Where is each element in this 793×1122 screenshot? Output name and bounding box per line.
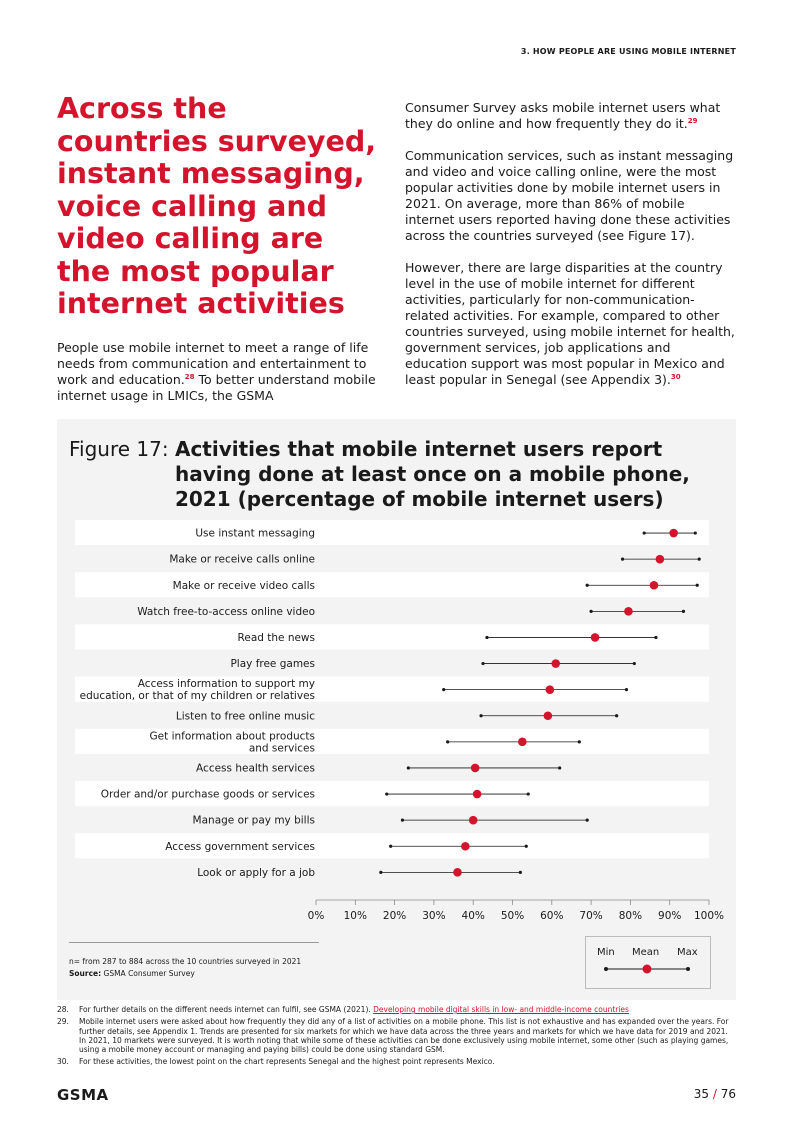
- max-point: [682, 610, 685, 613]
- page-number: [694, 1087, 736, 1101]
- endnote-link[interactable]: Developing mobile digital skills in low- and middle-income countries: [373, 1005, 629, 1014]
- legend-max-label: Max: [677, 947, 698, 958]
- endnotes: [57, 1005, 737, 1070]
- row-band: [75, 572, 709, 597]
- dot-range-chart: [57, 419, 736, 929]
- max-point: [633, 662, 636, 665]
- category-label: Manage or pay my bills: [192, 814, 315, 827]
- section-header: 3. HOW PEOPLE ARE USING MOBILE INTERNET: [520, 47, 736, 56]
- endnote-number: 29.: [57, 1017, 69, 1027]
- max-point: [519, 871, 522, 874]
- min-point: [442, 688, 445, 691]
- min-point: [621, 558, 624, 561]
- source-text: GSMA Consumer Survey: [101, 969, 195, 978]
- max-point: [654, 636, 657, 639]
- x-tick-label: 60%: [540, 910, 564, 922]
- page-separator: /: [709, 1087, 721, 1101]
- max-point: [558, 766, 561, 769]
- mean-point: [624, 607, 633, 616]
- category-label: Access information to support my education, or that of my children or relatives: [79, 678, 315, 703]
- endnote-number: 28.: [57, 1005, 69, 1014]
- mean-point: [546, 685, 555, 694]
- legend-mean-label: Mean: [632, 947, 660, 958]
- min-point: [586, 584, 589, 587]
- source-note: [69, 968, 301, 980]
- figure-label: Figure 17:: [69, 437, 169, 461]
- endnote-number: 30.: [57, 1057, 69, 1067]
- category-label: Read the news: [237, 631, 315, 644]
- min-point: [485, 636, 488, 639]
- mean-point: [656, 555, 665, 564]
- min-point: [385, 792, 388, 795]
- right-paragraph-1: [405, 100, 735, 132]
- mean-point: [669, 529, 678, 538]
- figure-note: [69, 956, 301, 980]
- mean-point: [591, 633, 600, 642]
- x-tick-label: 50%: [500, 910, 525, 922]
- max-point: [694, 531, 697, 534]
- category-label: Make or receive calls online: [169, 553, 315, 566]
- min-point: [643, 531, 646, 534]
- category-label: Get information about products and services: [149, 730, 315, 755]
- sample-note: n= from 287 to 884 across the 10 countries surveyed in 2021: [69, 957, 302, 966]
- min-point: [481, 662, 484, 665]
- max-point: [698, 558, 701, 561]
- endnote-text: Mobile internet users were asked about how frequently they did any of a list of activities on a mobile phone. This list is not exhaustive and has expanded over the years. For further details, see Appendix 1. Trends are presented for six markets for which we have data across the three years and markets for which we have data for 2019 and 2021. In 2021, 10 markets were surveyed. It is worth noting that while some of these activities can be done exclusively using mobile internet, some other (such as playing games, using a mobile money account or managing and paying bills) could be done using standard GSM.: [79, 1017, 729, 1055]
- category-label: Look or apply for a job: [197, 866, 315, 879]
- min-point: [379, 871, 382, 874]
- category-label: Access government services: [165, 840, 315, 853]
- x-tick-label: 30%: [422, 910, 446, 922]
- figure-17: [57, 419, 736, 1000]
- chart-legend: [585, 936, 711, 989]
- min-point: [479, 714, 482, 717]
- intro-text: People use mobile internet to meet a range of life needs from communication and entertainment to work and education.: [57, 340, 369, 387]
- mean-point: [471, 764, 480, 773]
- max-point: [696, 584, 699, 587]
- min-point: [389, 845, 392, 848]
- x-tick-label: 20%: [382, 910, 407, 922]
- footnote-ref-29[interactable]: 29: [687, 116, 698, 125]
- x-tick-label: 10%: [343, 910, 367, 922]
- max-point: [578, 740, 581, 743]
- category-label: Access health services: [196, 762, 315, 775]
- endnote-text: For further details on the different needs internet can fulfil, see GSMA (2021). Developing mobile digital skills in low- and middle-income countries: [79, 1005, 629, 1014]
- current-page: 35: [693, 1087, 710, 1101]
- max-point: [586, 819, 589, 822]
- x-tick-label: 100%: [693, 910, 725, 922]
- page-headline: Across the countries surveyed, instant messaging, voice calling and video calling are the most popular internet activities: [57, 92, 377, 320]
- total-pages: 76: [720, 1087, 736, 1101]
- max-point: [525, 845, 528, 848]
- row-band: [75, 624, 709, 649]
- mean-point: [473, 790, 482, 799]
- min-point: [407, 766, 410, 769]
- min-point: [401, 819, 404, 822]
- right-paragraph-1-text: Consumer Survey asks mobile internet users what they do online and how frequently they do it.: [405, 100, 721, 131]
- min-point: [446, 740, 449, 743]
- x-tick-label: 90%: [658, 910, 682, 922]
- max-point: [615, 714, 618, 717]
- gsma-logo: GSMA: [57, 1086, 109, 1104]
- mean-point: [469, 816, 478, 825]
- figure-note-divider: [69, 942, 319, 943]
- category-label: Watch free-to-access online video: [137, 605, 315, 618]
- mean-point: [544, 711, 553, 720]
- x-tick-label: 40%: [461, 910, 485, 922]
- category-label: Order and/or purchase goods or services: [100, 788, 315, 801]
- mean-point: [518, 738, 527, 747]
- intro-paragraph: [57, 340, 387, 404]
- x-tick-label: 80%: [618, 910, 643, 922]
- min-point: [590, 610, 593, 613]
- row-band: [75, 520, 709, 545]
- max-point: [527, 792, 530, 795]
- category-label: Make or receive video calls: [172, 579, 315, 592]
- mean-point: [650, 581, 659, 590]
- right-column: [405, 100, 735, 404]
- x-tick-label: 0%: [307, 910, 325, 922]
- mean-point: [551, 659, 560, 668]
- footnote-ref-28[interactable]: 28: [184, 372, 195, 381]
- right-paragraph-3: [405, 260, 735, 388]
- intro-text-2: To better understand mobile internet usage in LMICs, the GSMA: [57, 372, 376, 403]
- endnote-text: For these activities, the lowest point on the chart represents Senegal and the highest point represents Mexico.: [79, 1057, 495, 1067]
- endnote-29: [57, 1017, 737, 1054]
- legend-min-label: Min: [597, 947, 615, 958]
- footnote-ref-30[interactable]: 30: [670, 372, 681, 381]
- right-paragraph-3-text: However, there are large disparities at the country level in the use of mobile internet for different activities, particularly for non-communication-related activities. For example, compared to other countries surveyed, using mobile internet for health, government services, job applications and education support was most popular in Mexico and least popular in Senegal (see Appendix 3).: [405, 260, 735, 387]
- figure-title-text: Activities that mobile internet users report having done at least once on a mobile phone, 2021 (percentage of mobile internet users): [174, 437, 690, 511]
- source-label: Source:: [69, 969, 102, 978]
- x-tick-label: 70%: [579, 910, 603, 922]
- endnote-30: [57, 1057, 737, 1066]
- category-label: Use instant messaging: [195, 527, 315, 540]
- max-point: [625, 688, 628, 691]
- legend-symbol: [586, 937, 710, 988]
- category-label: Play free games: [230, 658, 315, 671]
- category-label: Listen to free online music: [175, 710, 315, 723]
- mean-point: [461, 842, 470, 851]
- endnote-28: [57, 1005, 737, 1014]
- right-paragraph-2: Communication services, such as instant messaging and video and voice calling online, were the most popular activities done by mobile internet users in 2021. On average, more than 86% of mobile internet users reported having done these activities across the countries surveyed (see Figure 17).: [405, 148, 734, 243]
- mean-point: [453, 868, 462, 877]
